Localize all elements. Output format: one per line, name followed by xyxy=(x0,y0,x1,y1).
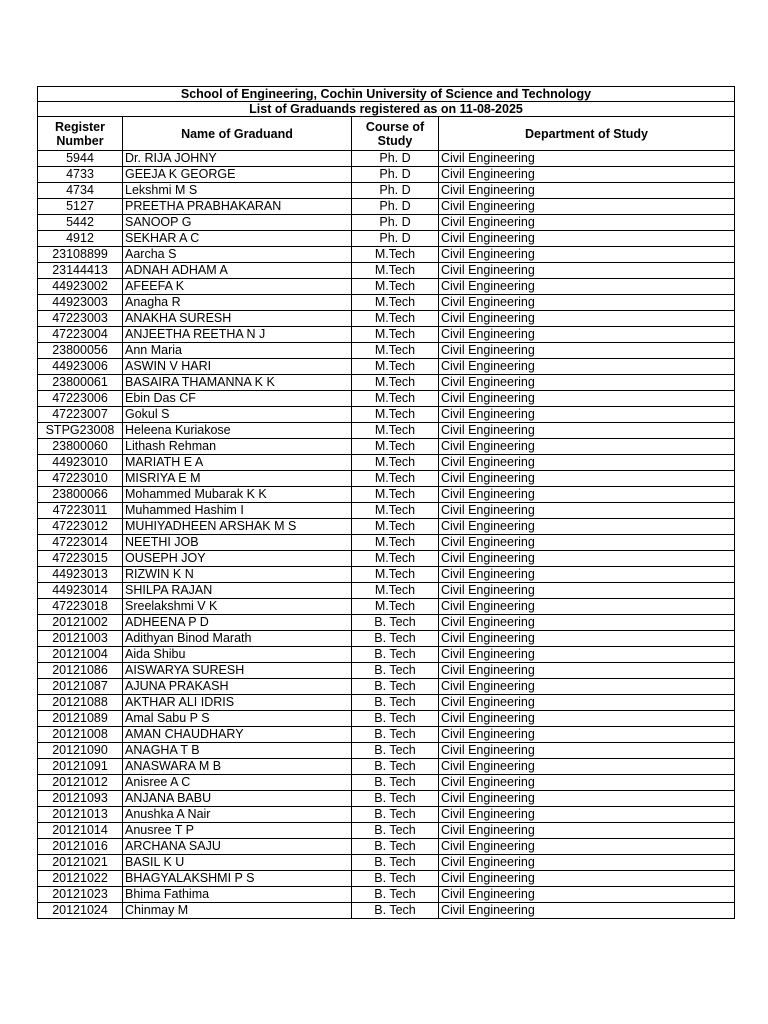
table-row xyxy=(38,247,735,263)
column-header-department: Department of Study xyxy=(439,117,735,151)
table-row xyxy=(38,775,735,791)
table-row xyxy=(38,535,735,551)
department-cell: Civil Engineering xyxy=(439,487,735,503)
table-row xyxy=(38,583,735,599)
table-row xyxy=(38,807,735,823)
graduand-name-cell: BHAGYALAKSHMI P S xyxy=(123,871,352,887)
department-cell: Civil Engineering xyxy=(439,871,735,887)
column-header-course: Course of Study xyxy=(352,117,439,151)
table-row xyxy=(38,471,735,487)
table-row xyxy=(38,599,735,615)
register-number-cell: 20121087 xyxy=(38,679,123,695)
table-row xyxy=(38,727,735,743)
department-cell: Civil Engineering xyxy=(439,247,735,263)
table-row xyxy=(38,679,735,695)
table-row xyxy=(38,567,735,583)
register-number-cell: 44923014 xyxy=(38,583,123,599)
table-row xyxy=(38,439,735,455)
department-cell: Civil Engineering xyxy=(439,663,735,679)
department-cell: Civil Engineering xyxy=(439,855,735,871)
register-number-cell: 20121090 xyxy=(38,743,123,759)
course-cell: M.Tech xyxy=(352,503,439,519)
table-row xyxy=(38,167,735,183)
graduand-name-cell: SEKHAR A C xyxy=(123,231,352,247)
register-number-cell: 47223012 xyxy=(38,519,123,535)
register-number-cell: 20121089 xyxy=(38,711,123,727)
table-row xyxy=(38,695,735,711)
department-cell: Civil Engineering xyxy=(439,791,735,807)
department-cell: Civil Engineering xyxy=(439,679,735,695)
register-number-cell: 47223006 xyxy=(38,391,123,407)
graduand-name-cell: Anagha R xyxy=(123,295,352,311)
table-row xyxy=(38,503,735,519)
graduand-name-cell: Aarcha S xyxy=(123,247,352,263)
graduand-name-cell: ANAKHA SURESH xyxy=(123,311,352,327)
graduand-name-cell: ADHEENA P D xyxy=(123,615,352,631)
register-number-cell: 47223007 xyxy=(38,407,123,423)
institution-title: School of Engineering, Cochin University of Science and Technology xyxy=(38,87,735,102)
course-cell: B. Tech xyxy=(352,615,439,631)
table-row xyxy=(38,423,735,439)
register-number-cell: 44923003 xyxy=(38,295,123,311)
department-cell: Civil Engineering xyxy=(439,535,735,551)
course-cell: M.Tech xyxy=(352,295,439,311)
department-cell: Civil Engineering xyxy=(439,631,735,647)
table-row xyxy=(38,551,735,567)
table-row xyxy=(38,183,735,199)
course-cell: B. Tech xyxy=(352,791,439,807)
table-row xyxy=(38,151,735,167)
graduand-name-cell: Muhammed Hashim I xyxy=(123,503,352,519)
course-cell: M.Tech xyxy=(352,535,439,551)
course-cell: B. Tech xyxy=(352,887,439,903)
course-cell: B. Tech xyxy=(352,679,439,695)
graduand-name-cell: ANJEETHA REETHA N J xyxy=(123,327,352,343)
department-cell: Civil Engineering xyxy=(439,231,735,247)
graduand-name-cell: ADNAH ADHAM A xyxy=(123,263,352,279)
department-cell: Civil Engineering xyxy=(439,215,735,231)
register-number-cell: 20121086 xyxy=(38,663,123,679)
register-number-cell: 47223015 xyxy=(38,551,123,567)
graduand-name-cell: Anushka A Nair xyxy=(123,807,352,823)
graduand-name-cell: Dr. RIJA JOHNY xyxy=(123,151,352,167)
register-number-cell: 20121093 xyxy=(38,791,123,807)
table-row xyxy=(38,487,735,503)
register-number-cell: 20121013 xyxy=(38,807,123,823)
graduand-name-cell: Lithash Rehman xyxy=(123,439,352,455)
graduand-name-cell: AISWARYA SURESH xyxy=(123,663,352,679)
department-cell: Civil Engineering xyxy=(439,903,735,919)
table-row xyxy=(38,823,735,839)
table-row xyxy=(38,759,735,775)
course-cell: M.Tech xyxy=(352,343,439,359)
register-number-cell: 23108899 xyxy=(38,247,123,263)
course-cell: M.Tech xyxy=(352,279,439,295)
course-cell: M.Tech xyxy=(352,247,439,263)
department-cell: Civil Engineering xyxy=(439,519,735,535)
department-cell: Civil Engineering xyxy=(439,183,735,199)
department-cell: Civil Engineering xyxy=(439,167,735,183)
department-cell: Civil Engineering xyxy=(439,391,735,407)
register-number-cell: 47223014 xyxy=(38,535,123,551)
graduand-name-cell: Mohammed Mubarak K K xyxy=(123,487,352,503)
course-cell: B. Tech xyxy=(352,903,439,919)
register-number-cell: 23800066 xyxy=(38,487,123,503)
course-cell: Ph. D xyxy=(352,199,439,215)
table-row xyxy=(38,615,735,631)
course-cell: B. Tech xyxy=(352,727,439,743)
department-cell: Civil Engineering xyxy=(439,711,735,727)
column-header-name: Name of Graduand xyxy=(123,117,352,151)
department-cell: Civil Engineering xyxy=(439,311,735,327)
register-number-cell: 20121021 xyxy=(38,855,123,871)
table-row xyxy=(38,855,735,871)
course-cell: B. Tech xyxy=(352,807,439,823)
course-cell: B. Tech xyxy=(352,823,439,839)
course-cell: B. Tech xyxy=(352,775,439,791)
graduand-name-cell: AFEEFA K xyxy=(123,279,352,295)
department-cell: Civil Engineering xyxy=(439,695,735,711)
table-row xyxy=(38,263,735,279)
graduand-name-cell: Anusree T P xyxy=(123,823,352,839)
graduand-name-cell: SANOOP G xyxy=(123,215,352,231)
course-cell: M.Tech xyxy=(352,551,439,567)
course-cell: M.Tech xyxy=(352,327,439,343)
register-number-cell: 20121003 xyxy=(38,631,123,647)
course-cell: B. Tech xyxy=(352,855,439,871)
department-cell: Civil Engineering xyxy=(439,295,735,311)
register-number-cell: 20121024 xyxy=(38,903,123,919)
course-cell: M.Tech xyxy=(352,375,439,391)
table-row xyxy=(38,327,735,343)
register-number-cell: 20121012 xyxy=(38,775,123,791)
course-cell: Ph. D xyxy=(352,183,439,199)
graduand-name-cell: Ebin Das CF xyxy=(123,391,352,407)
course-cell: B. Tech xyxy=(352,759,439,775)
register-number-cell: 4734 xyxy=(38,183,123,199)
graduand-name-cell: Sreelakshmi V K xyxy=(123,599,352,615)
graduand-name-cell: Chinmay M xyxy=(123,903,352,919)
department-cell: Civil Engineering xyxy=(439,327,735,343)
column-header-register-number: Register Number xyxy=(38,117,123,151)
department-cell: Civil Engineering xyxy=(439,439,735,455)
course-cell: M.Tech xyxy=(352,407,439,423)
register-number-cell: 4912 xyxy=(38,231,123,247)
register-number-cell: 5442 xyxy=(38,215,123,231)
register-number-cell: 20121016 xyxy=(38,839,123,855)
course-cell: Ph. D xyxy=(352,231,439,247)
register-number-cell: 44923013 xyxy=(38,567,123,583)
course-cell: M.Tech xyxy=(352,519,439,535)
table-row xyxy=(38,791,735,807)
department-cell: Civil Engineering xyxy=(439,199,735,215)
table-row xyxy=(38,519,735,535)
table-body xyxy=(38,151,735,919)
course-cell: M.Tech xyxy=(352,487,439,503)
department-cell: Civil Engineering xyxy=(439,887,735,903)
graduand-name-cell: Ann Maria xyxy=(123,343,352,359)
graduand-name-cell: ANAGHA T B xyxy=(123,743,352,759)
course-cell: B. Tech xyxy=(352,631,439,647)
graduand-name-cell: Heleena Kuriakose xyxy=(123,423,352,439)
table-row xyxy=(38,455,735,471)
register-number-cell: 23800056 xyxy=(38,343,123,359)
graduand-name-cell: Bhima Fathima xyxy=(123,887,352,903)
department-cell: Civil Engineering xyxy=(439,823,735,839)
graduand-name-cell: AJUNA PRAKASH xyxy=(123,679,352,695)
department-cell: Civil Engineering xyxy=(439,647,735,663)
graduands-table xyxy=(37,86,735,919)
register-number-cell: 20121008 xyxy=(38,727,123,743)
register-number-cell: 20121002 xyxy=(38,615,123,631)
course-cell: M.Tech xyxy=(352,455,439,471)
graduand-name-cell: OUSEPH JOY xyxy=(123,551,352,567)
graduand-name-cell: BASAIRA THAMANNA K K xyxy=(123,375,352,391)
department-cell: Civil Engineering xyxy=(439,455,735,471)
graduand-name-cell: ASWIN V HARI xyxy=(123,359,352,375)
department-cell: Civil Engineering xyxy=(439,551,735,567)
register-number-cell: 20121014 xyxy=(38,823,123,839)
department-cell: Civil Engineering xyxy=(439,359,735,375)
graduand-name-cell: AKTHAR ALI IDRIS xyxy=(123,695,352,711)
department-cell: Civil Engineering xyxy=(439,151,735,167)
graduand-name-cell: GEEJA K GEORGE xyxy=(123,167,352,183)
department-cell: Civil Engineering xyxy=(439,279,735,295)
course-cell: B. Tech xyxy=(352,743,439,759)
course-cell: B. Tech xyxy=(352,663,439,679)
department-cell: Civil Engineering xyxy=(439,423,735,439)
table-row xyxy=(38,663,735,679)
register-number-cell: 47223011 xyxy=(38,503,123,519)
course-cell: B. Tech xyxy=(352,647,439,663)
course-cell: B. Tech xyxy=(352,871,439,887)
department-cell: Civil Engineering xyxy=(439,807,735,823)
register-number-cell: 23800060 xyxy=(38,439,123,455)
course-cell: Ph. D xyxy=(352,215,439,231)
register-number-cell: 47223003 xyxy=(38,311,123,327)
table-row xyxy=(38,631,735,647)
course-cell: B. Tech xyxy=(352,711,439,727)
register-number-cell: 44923010 xyxy=(38,455,123,471)
register-number-cell: 47223018 xyxy=(38,599,123,615)
course-cell: M.Tech xyxy=(352,439,439,455)
register-number-cell: STPG23008 xyxy=(38,423,123,439)
graduand-name-cell: ANJANA BABU xyxy=(123,791,352,807)
table-row xyxy=(38,279,735,295)
table-row xyxy=(38,647,735,663)
table-row xyxy=(38,231,735,247)
graduand-name-cell: MARIATH E A xyxy=(123,455,352,471)
table-row xyxy=(38,743,735,759)
department-cell: Civil Engineering xyxy=(439,407,735,423)
table-row xyxy=(38,903,735,919)
register-number-cell: 4733 xyxy=(38,167,123,183)
table-row xyxy=(38,391,735,407)
register-number-cell: 5127 xyxy=(38,199,123,215)
graduand-name-cell: RIZWIN K N xyxy=(123,567,352,583)
graduand-name-cell: MUHIYADHEEN ARSHAK M S xyxy=(123,519,352,535)
graduand-name-cell: AMAN CHAUDHARY xyxy=(123,727,352,743)
course-cell: M.Tech xyxy=(352,263,439,279)
graduand-name-cell: Lekshmi M S xyxy=(123,183,352,199)
department-cell: Civil Engineering xyxy=(439,775,735,791)
course-cell: M.Tech xyxy=(352,423,439,439)
register-number-cell: 20121091 xyxy=(38,759,123,775)
course-cell: M.Tech xyxy=(352,599,439,615)
department-cell: Civil Engineering xyxy=(439,263,735,279)
table-row xyxy=(38,343,735,359)
course-cell: M.Tech xyxy=(352,471,439,487)
table-row xyxy=(38,871,735,887)
graduand-name-cell: Gokul S xyxy=(123,407,352,423)
register-number-cell: 23144413 xyxy=(38,263,123,279)
department-cell: Civil Engineering xyxy=(439,583,735,599)
graduand-name-cell: Adithyan Binod Marath xyxy=(123,631,352,647)
register-number-cell: 44923002 xyxy=(38,279,123,295)
department-cell: Civil Engineering xyxy=(439,375,735,391)
course-cell: M.Tech xyxy=(352,583,439,599)
table-row xyxy=(38,295,735,311)
register-number-cell: 47223010 xyxy=(38,471,123,487)
table-row xyxy=(38,839,735,855)
register-number-cell: 44923006 xyxy=(38,359,123,375)
department-cell: Civil Engineering xyxy=(439,839,735,855)
course-cell: M.Tech xyxy=(352,311,439,327)
course-cell: Ph. D xyxy=(352,167,439,183)
table-row xyxy=(38,711,735,727)
table-row xyxy=(38,359,735,375)
register-number-cell: 47223004 xyxy=(38,327,123,343)
department-cell: Civil Engineering xyxy=(439,503,735,519)
register-number-cell: 20121022 xyxy=(38,871,123,887)
graduand-name-cell: Anisree A C xyxy=(123,775,352,791)
table-row xyxy=(38,199,735,215)
department-cell: Civil Engineering xyxy=(439,567,735,583)
graduand-name-cell: Amal Sabu P S xyxy=(123,711,352,727)
table-row xyxy=(38,407,735,423)
department-cell: Civil Engineering xyxy=(439,743,735,759)
register-number-cell: 23800061 xyxy=(38,375,123,391)
table-row xyxy=(38,375,735,391)
course-cell: M.Tech xyxy=(352,391,439,407)
course-cell: Ph. D xyxy=(352,151,439,167)
graduand-name-cell: ANASWARA M B xyxy=(123,759,352,775)
register-number-cell: 20121088 xyxy=(38,695,123,711)
course-cell: M.Tech xyxy=(352,567,439,583)
department-cell: Civil Engineering xyxy=(439,343,735,359)
course-cell: B. Tech xyxy=(352,839,439,855)
register-number-cell: 20121023 xyxy=(38,887,123,903)
graduand-name-cell: NEETHI JOB xyxy=(123,535,352,551)
graduand-name-cell: MISRIYA E M xyxy=(123,471,352,487)
course-cell: M.Tech xyxy=(352,359,439,375)
register-number-cell: 5944 xyxy=(38,151,123,167)
graduand-name-cell: BASIL K U xyxy=(123,855,352,871)
table-row xyxy=(38,311,735,327)
graduand-name-cell: ARCHANA SAJU xyxy=(123,839,352,855)
table-row xyxy=(38,887,735,903)
graduand-name-cell: SHILPA RAJAN xyxy=(123,583,352,599)
graduand-name-cell: Aida Shibu xyxy=(123,647,352,663)
department-cell: Civil Engineering xyxy=(439,759,735,775)
course-cell: B. Tech xyxy=(352,695,439,711)
department-cell: Civil Engineering xyxy=(439,471,735,487)
register-number-cell: 20121004 xyxy=(38,647,123,663)
graduand-name-cell: PREETHA PRABHAKARAN xyxy=(123,199,352,215)
department-cell: Civil Engineering xyxy=(439,599,735,615)
list-subtitle: List of Graduands registered as on 11-08-2025 xyxy=(38,102,735,117)
table-row xyxy=(38,215,735,231)
department-cell: Civil Engineering xyxy=(439,727,735,743)
department-cell: Civil Engineering xyxy=(439,615,735,631)
